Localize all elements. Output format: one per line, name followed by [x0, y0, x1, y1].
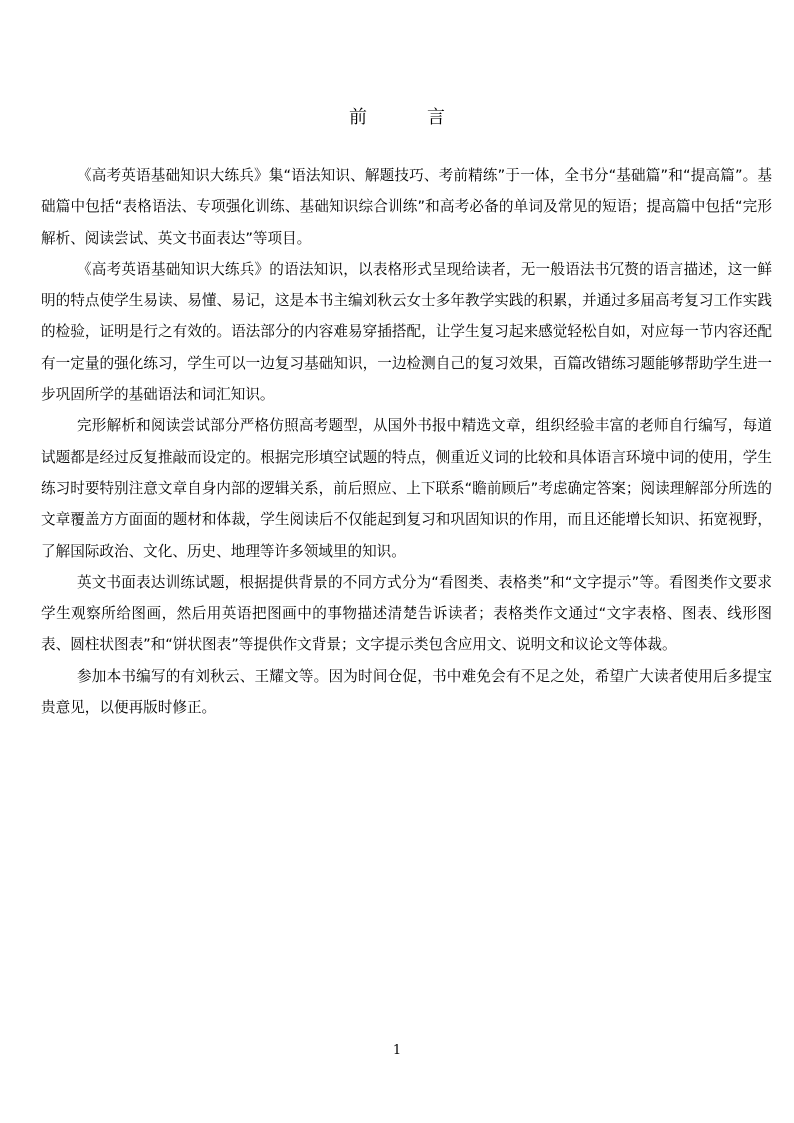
paragraph: 《高考英语基础知识大练兵》的语法知识，以表格形式呈现给读者，无一般语法书冗赘的语言描述，这一鲜明的特点使学生易读、易懂、易记，这是本书主编刘秋云女士多年教学实践的积累，并通过多届高考复习工作实践的检验，证明是行之有效的。语法部分的内容难易穿插搭配，让学生复习起来感觉轻松自如，对应每一节内容还配有一定量的强化练习，学生可以一边复习基础知识，一边检测自己的复习效果，百篇改错练习题能够帮助学生进一步巩固所学的基础语法和词汇知识。	[41, 260, 772, 404]
paragraph: 完形解析和阅读尝试部分严格仿照高考题型，从国外书报中精选文章，组织经验丰富的老师自行编写，每道试题都是经过反复推敲而设定的。根据完形填空试题的特点，侧重近义词的比较和具体语言环境中词的使用，学生练习时要特别注意文章自身内部的逻辑关系，前后照应、上下联系“瞻前顾后”考虑确定答案；阅读理解部分所选的文章覆盖方方面面的题材和体裁，学生阅读后不仅能起到复习和巩固知识的作用，而且还能增长知识、拓宽视野，了解国际政治、文化、历史、地理等许多领域里的知识。	[41, 417, 772, 560]
page-number: 1	[392, 1043, 402, 1058]
paragraph: 《高考英语基础知识大练兵》集“语法知识、解题技巧、考前精练”于一体，全书分“基础篇”和“提高篇”。基础篇中包括“表格语法、专项强化训练、基础知识综合训练”和高考必备的单词及常见的短语；提高篇中包括“完形解析、阅读尝试、英文书面表达”等项目。	[41, 167, 772, 247]
paragraph: 参加本书编写的有刘秋云、王耀文等。因为时间仓促，书中难免会有不足之处，希望广大读者使用后多提宝贵意见，以便再版时修正。	[41, 667, 772, 717]
title-char-left: 前	[349, 107, 367, 128]
paragraph: 英文书面表达训练试题，根据提供背景的不同方式分为“看图类、表格类”和“文字提示”等。看图类作文要求学生观察所给图画，然后用英语把图画中的事物描述清楚告诉读者；表格类作文通过“文字表格、图表、线形图表、圆柱状图表”和“饼状图表”等提供作文背景；文字提示类包含应用文、说明文和议论文等体裁。	[41, 573, 772, 654]
page-title	[0, 106, 794, 130]
preface-body	[41, 160, 772, 723]
title-char-right: 言	[427, 107, 445, 128]
